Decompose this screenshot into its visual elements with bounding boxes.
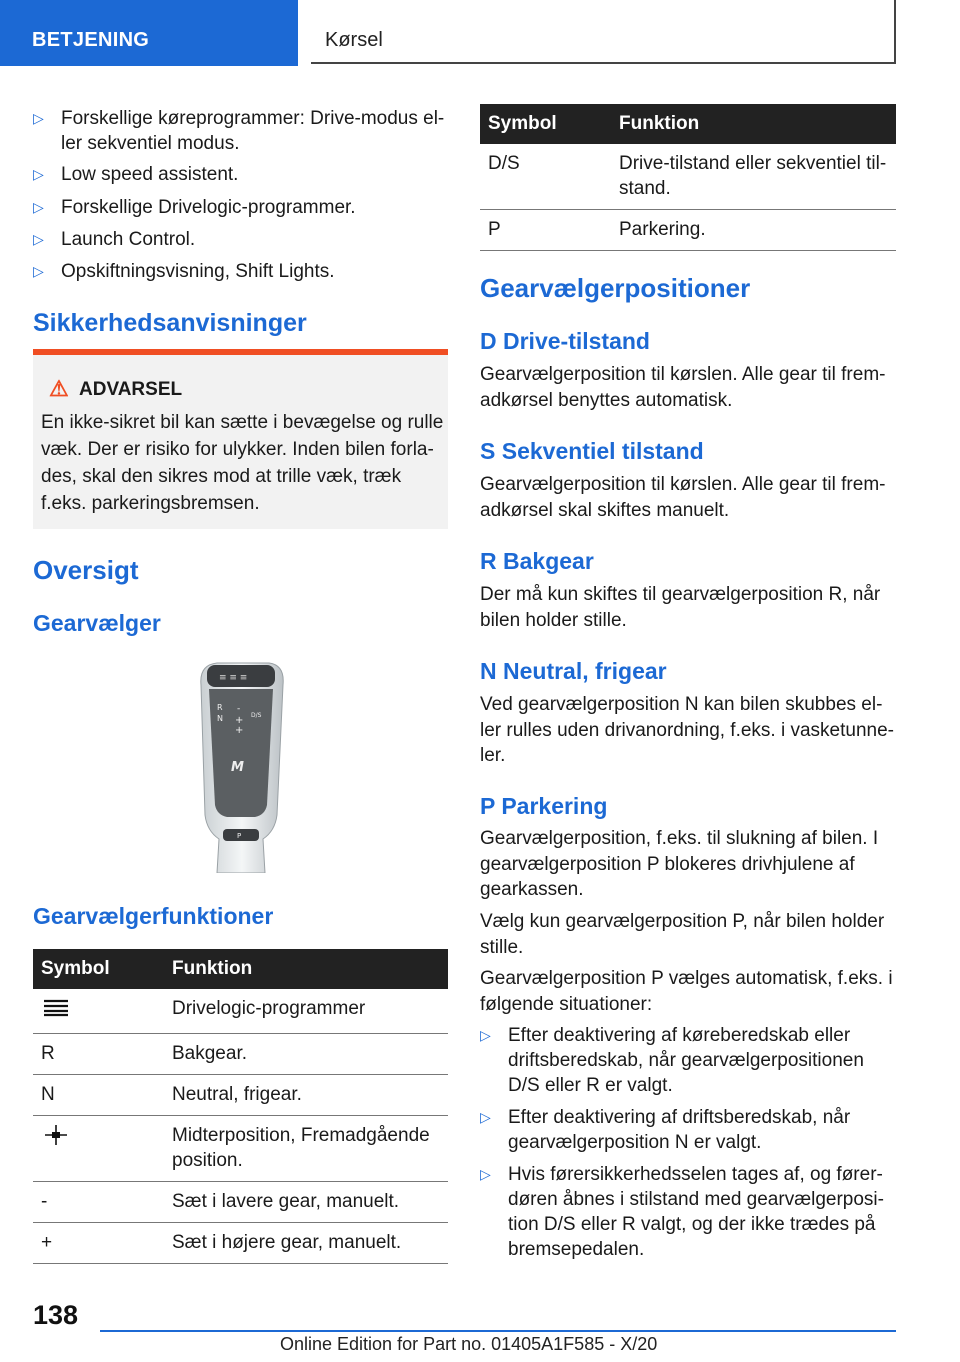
positions-heading: Gearvælgerpositioner [480,273,751,303]
page-number: 138 [33,1300,79,1330]
svg-text:P: P [237,832,242,840]
list-item: ▷ Hvis førersikkerhedsselen tages af, og fører- døren åbnes i stilstand med gearvælgerposi- tion D/S eller R valgt, og der ikke trædes på bremsepedalen. [480,1164,884,1260]
bullet-triangle-icon: ▷ [33,263,44,279]
table-row: Drivelogic-programmer [33,989,448,1034]
section-heading: D Drive-tilstand [480,328,650,354]
bullet-triangle-icon: ▷ [480,1027,491,1043]
svg-text:-: - [237,704,241,714]
table-header-row: Symbol Funktion [33,949,448,989]
table-row: N Neutral, frigear. [33,1075,448,1116]
svg-text:+: + [235,715,244,726]
section-text: Gearvælgerposition til kørslen. Alle gear til frem- adkørsel benyttes automatisk. [480,364,886,411]
table-header-row: Symbol Funktion [480,104,896,144]
edition-text: Online Edition for Part no. 01405A1F585 - X/20 [280,1334,658,1354]
section-text: Ved gearvælgerposition N kan bilen skubbes el- ler rulles uden drivanordning, f.eks. i vasketunne- ler. [480,694,895,766]
drivelogic-icon [33,989,164,1034]
warning-text: En ikke-sikret bil kan sætte i bevægelse og rulle væk. Der er risiko for ulykker. Inden bilen forla- des, skal den sikres mod at trille væk, træk f.eks. parkeringsbremsen. [41,412,444,514]
overview-heading: Oversigt [33,555,139,585]
paragraph: Vælg kun gearvælgerposition P, når bilen holder stille. [480,911,885,958]
symbols-table [480,104,896,251]
bullet-triangle-icon: ▷ [480,1166,491,1182]
svg-text:M: M [231,760,244,775]
svg-text:D/S: D/S [251,712,262,719]
svg-text:R: R [217,703,223,712]
svg-text:N: N [217,714,223,723]
table-row: R Bakgear. [33,1034,448,1075]
list-item: ▷ Low speed assistent. [33,164,239,185]
warning-box [33,349,448,529]
table-row: Midterposition, Fremadgående position. [33,1116,448,1182]
bullet-triangle-icon: ▷ [33,199,44,215]
bullet-triangle-icon: ▷ [480,1109,491,1125]
center-position-icon [33,1116,164,1182]
bullet-triangle-icon: ▷ [33,166,44,182]
list-item: ▷ Forskellige køreprogrammer: Drive-modus el- ler sekventiel modus. [33,108,445,154]
paragraph: Gearvælgerposition P vælges automatisk, f.eks. i følgende situationer: [480,968,893,1015]
footer-divider [100,1330,896,1332]
bullet-triangle-icon: ▷ [33,231,44,247]
functions-table [33,949,448,1264]
chapter-title: Kørsel [311,0,896,64]
section-heading: S Sekventiel tilstand [480,438,704,464]
table-row: + Sæt i højere gear, manuelt. [33,1223,448,1264]
section-text: Gearvælgerposition, f.eks. til slukning af bilen. I gearvælgerposition P blokeres drivhjulene af gearkassen. [480,828,879,900]
list-item: ▷ Efter deaktivering af driftsberedskab, når gearvælgerposition N er valgt. [480,1107,851,1153]
functions-heading: Gearvælgerfunktioner [33,903,274,929]
table-row: P Parkering. [480,210,896,251]
warning-icon: ⚠ [49,376,69,401]
section-text: Der må kun skiftes til gearvælgerposition R, når bilen holder stille. [480,584,881,631]
section-tab: BETJENING [0,0,298,66]
svg-text:+: + [235,725,244,736]
warning-title: ⚠ ADVARSEL [49,376,183,401]
bullet-triangle-icon: ▷ [33,110,44,126]
list-item: ▷ Launch Control. [33,229,196,250]
list-item: ▷ Efter deaktivering af køreberedskab eller driftsberedskab, når gearvælgerpositionen D/S eller R er valgt. [480,1025,864,1096]
gear-selector-image [193,655,289,873]
safety-heading: Sikkerhedsanvisninger [33,309,307,337]
section-text: Gearvælgerposition til kørslen. Alle gear til frem- adkørsel skal skiftes manuelt. [480,474,886,521]
list-item: ▷ Opskiftningsvisning, Shift Lights. [33,261,335,282]
section-heading: P Parkering [480,793,608,819]
table-row: D/S Drive-tilstand eller sekventiel til- stand. [480,144,896,210]
table-row: - Sæt i lavere gear, manuelt. [33,1182,448,1223]
list-item: ▷ Forskellige Drivelogic-programmer. [33,197,356,218]
svg-text:≡ ≡ ≡: ≡ ≡ ≡ [219,673,248,683]
section-heading: N Neutral, frigear [480,658,667,684]
section-heading: R Bakgear [480,548,594,574]
selector-heading: Gearvælger [33,610,161,636]
